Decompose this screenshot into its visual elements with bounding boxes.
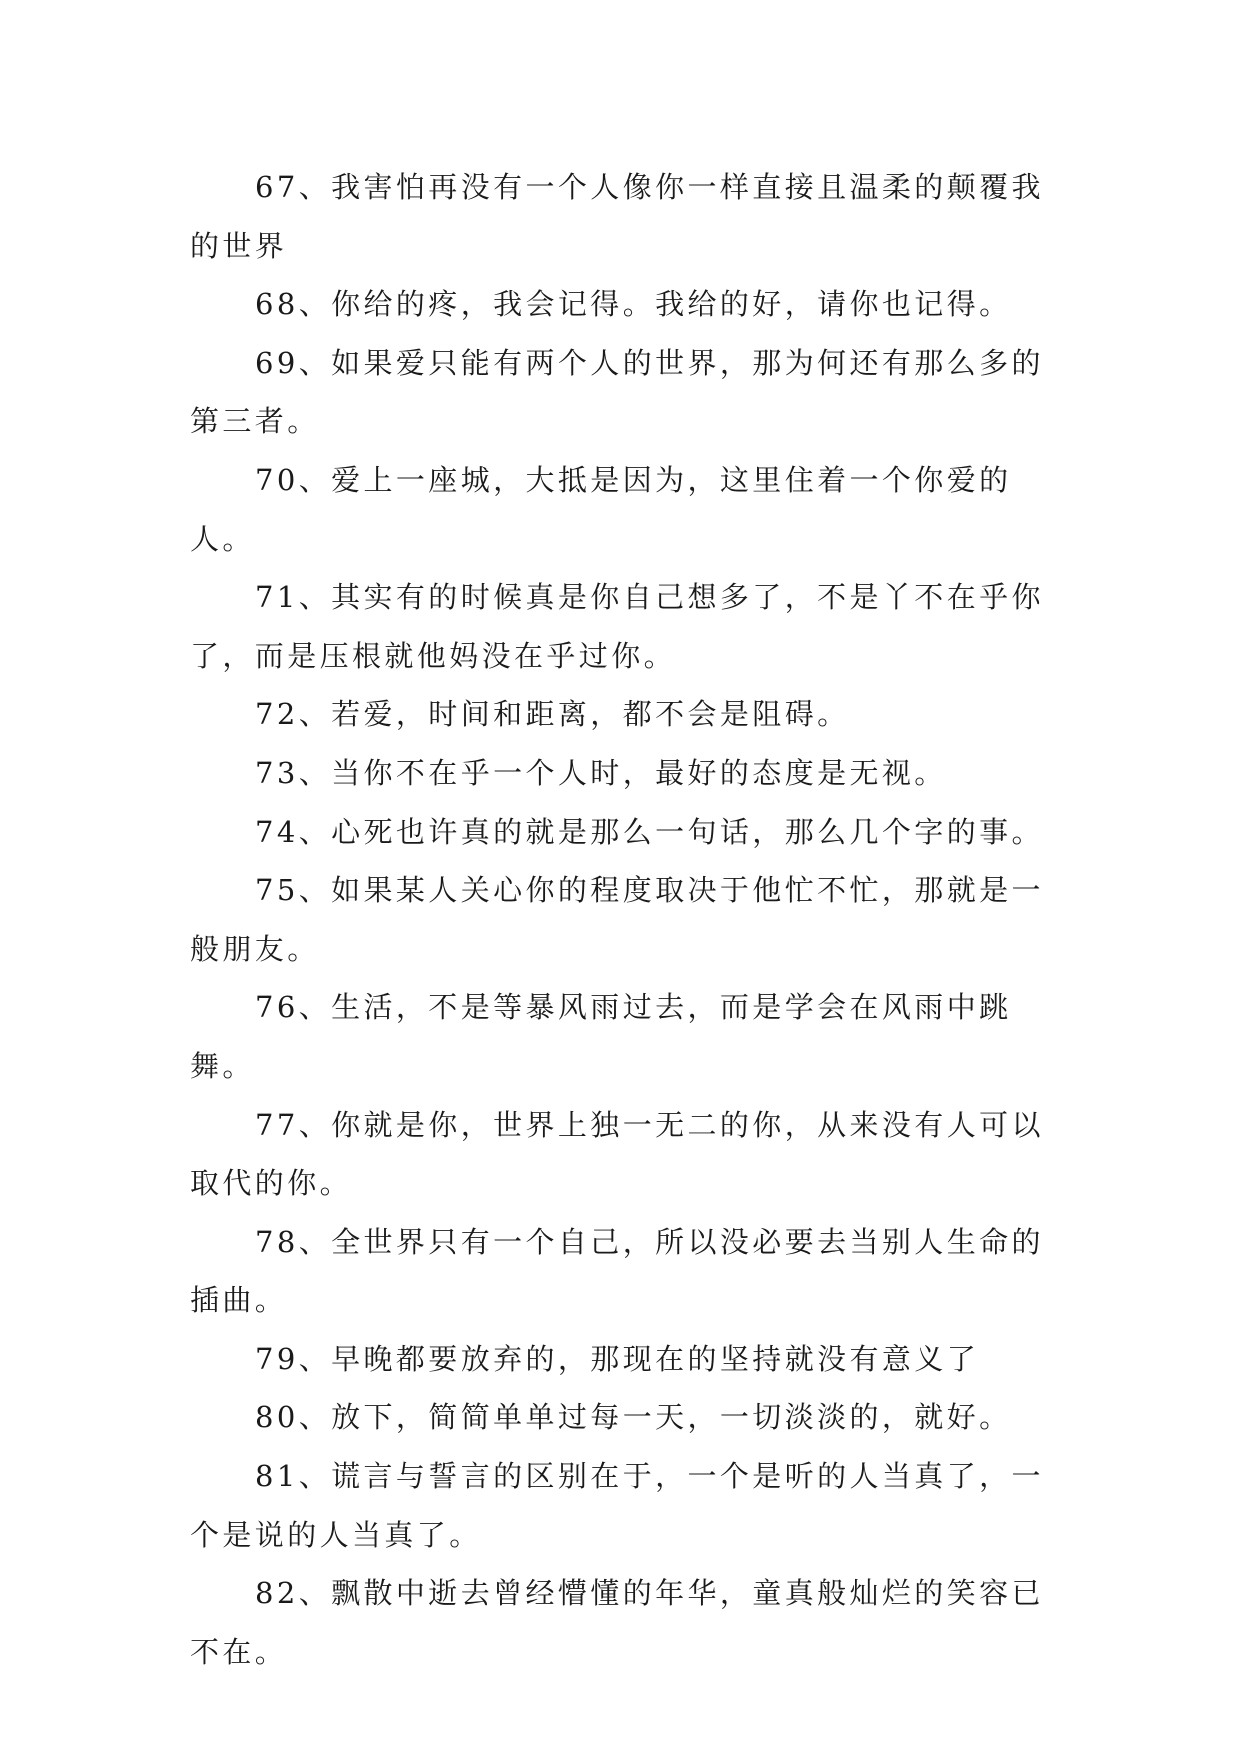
quote-78: 78、全世界只有一个自己，所以没必要去当别人生命的插曲。: [190, 1224, 1044, 1318]
quote-80: 80、放下，简简单单过每一天，一切淡淡的，就好。: [255, 1400, 1012, 1435]
quote-79: 79、早晚都要放弃的，那现在的坚持就没有意义了: [255, 1341, 980, 1376]
quote-75: 75、如果某人关心你的程度取决于他忙不忙，那就是一般朋友。: [190, 873, 1044, 966]
quote-77: 77、你就是你，世界上独一无二的你，从来没有人可以取代的你。: [190, 1107, 1044, 1201]
quote-70: 70、爱上一座城，大抵是因为，这里住着一个你爱的人。: [190, 462, 1012, 556]
quote-68: 68、你给的疼，我会记得。我给的好，请你也记得。: [255, 287, 1012, 322]
quote-67: 67、我害怕再没有一个人像你一样直接且温柔的颠覆我的世界: [190, 170, 1044, 263]
quote-81: 81、谎言与誓言的区别在于，一个是听的人当真了，一个是说的人当真了。: [190, 1459, 1044, 1552]
quote-71: 71、其实有的时候真是你自己想多了，不是丫不在乎你了，而是压根就他妈没在乎过你。: [190, 580, 1044, 673]
quote-72: 72、若爱，时间和距离，都不会是阻碍。: [255, 697, 850, 732]
quote-69: 69、如果爱只能有两个人的世界，那为何还有那么多的第三者。: [190, 345, 1044, 439]
quote-74: 74、心死也许真的就是那么一句话，那么几个字的事。: [255, 814, 1044, 849]
document-body: [190, 158, 1050, 1681]
quote-73: 73、当你不在乎一个人时，最好的态度是无视。: [255, 755, 947, 790]
quote-76: 76、生活，不是等暴风雨过去，而是学会在风雨中跳舞。: [190, 990, 1012, 1083]
quote-82: 82、飘散中逝去曾经懵懂的年华，童真般灿烂的笑容已不在。: [190, 1576, 1044, 1669]
